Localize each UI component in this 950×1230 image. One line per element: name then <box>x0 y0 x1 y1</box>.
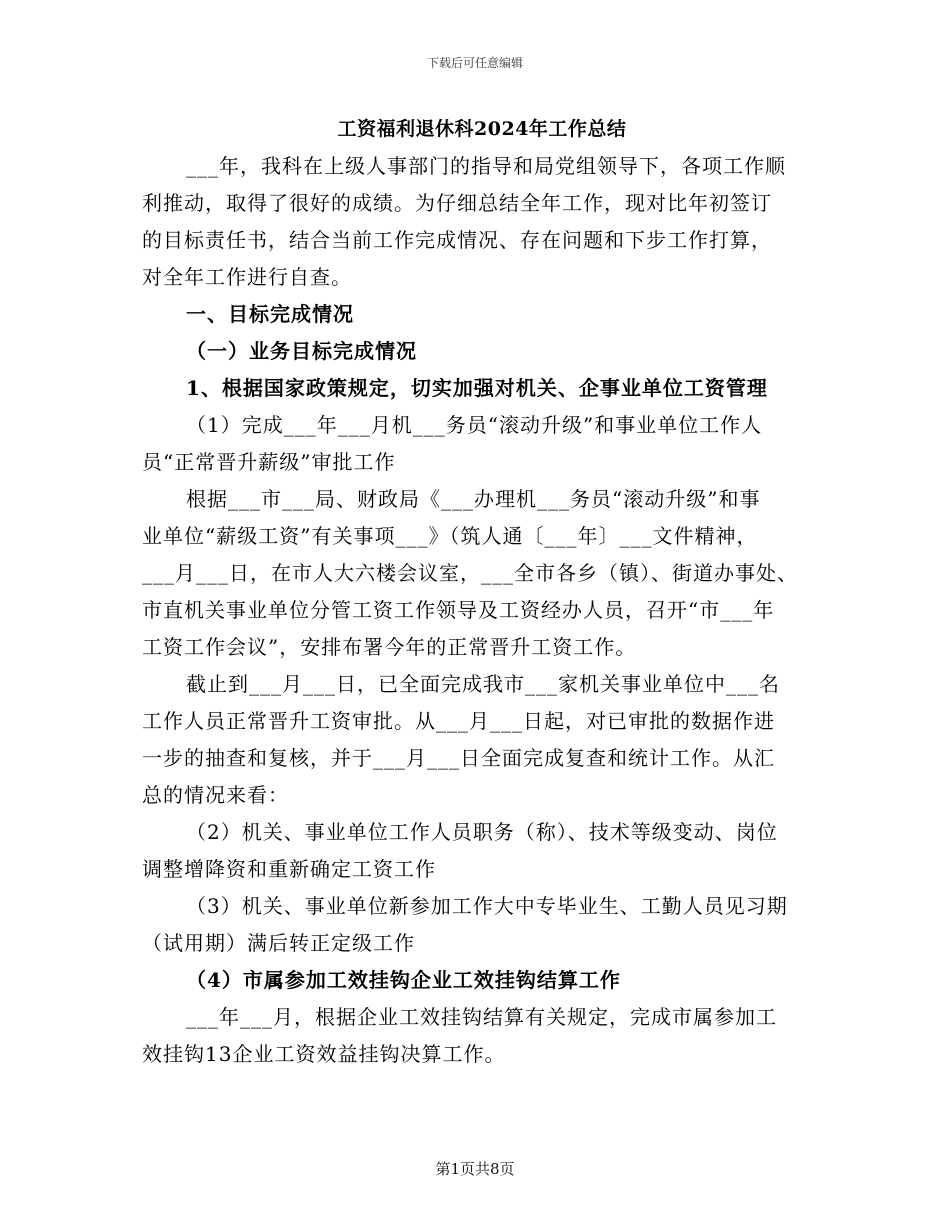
paragraph-line: 一步的抽查和复核，并于___月___日全面完成复查和统计工作。从汇 <box>142 746 775 770</box>
paragraph-line: 对全年工作进行自查。 <box>142 265 352 289</box>
document-title: 工资福利退休科2024年工作总结 <box>337 118 627 140</box>
paragraph-line: （3）机关、事业单位新参加工作大中专毕业生、工勤人员见习期 <box>186 894 788 918</box>
paragraph-line: 员“正常晋升薪级”审批工作 <box>142 450 396 474</box>
item-heading: （4）市属参加工效挂钩企业工效挂钩结算工作 <box>186 968 621 992</box>
paragraph-line: 市直机关事业单位分管工资工作领导及工资经办人员，召开“市___年 <box>142 598 775 622</box>
subsection-heading: （一）业务目标完成情况 <box>186 339 417 363</box>
paragraph-line: ___年___月，根据企业工效挂钩结算有关规定，完成市属参加工 <box>186 1005 777 1029</box>
document-body <box>142 110 822 1073</box>
paragraph-line: 的目标责任书，结合当前工作完成情况、存在问题和下步工作打算， <box>142 228 772 252</box>
paragraph-line: （2）机关、事业单位工作人员职务（称）、技术等级变动、岗位 <box>186 820 778 844</box>
paragraph-line: 总的情况来看： <box>142 783 289 807</box>
paragraph-line: 业单位“薪级工资”有关事项___》（筑人通〔___年〕___文件精神， <box>142 524 758 548</box>
paragraph-line: ___月___日，在市人大六楼会议室，___全市各乡（镇）、街道办事处、 <box>142 561 798 585</box>
page-number: 第1页共8页 <box>435 1160 515 1178</box>
paragraph-line: （试用期）满后转正定级工作 <box>142 931 415 955</box>
paragraph-line: 截止到___月___日，已全面完成我市___家机关事业单位中___名 <box>186 672 780 696</box>
section-heading: 一、目标完成情况 <box>186 302 354 326</box>
paragraph-line: （1）完成___年___月机___务员“滚动升级”和事业单位工作人 <box>186 413 763 437</box>
paragraph-line: 调整增降资和重新确定工资工作 <box>142 857 436 881</box>
paragraph-line: 效挂钩13企业工资效益挂钩决算工作。 <box>142 1042 506 1066</box>
header-note: 下载后可任意编辑 <box>426 56 523 70</box>
paragraph-line: ___年，我科在上级人事部门的指导和局党组领导下，各项工作顺 <box>186 154 786 178</box>
paragraph-line: 根据___市___局、财政局《___办理机___务员“滚动升级”和事 <box>186 487 761 511</box>
paragraph-line: 工资工作会议”，安排布署今年的正常晋升工资工作。 <box>142 635 637 659</box>
item-heading: 1、根据国家政策规定，切实加强对机关、企事业单位工资管理 <box>186 376 768 400</box>
paragraph-line: 工作人员正常晋升工资审批。从___月___日起，对已审批的数据作进 <box>142 709 775 733</box>
paragraph-line: 利推动，取得了很好的成绩。为仔细总结全年工作，现对比年初签订 <box>142 191 772 215</box>
